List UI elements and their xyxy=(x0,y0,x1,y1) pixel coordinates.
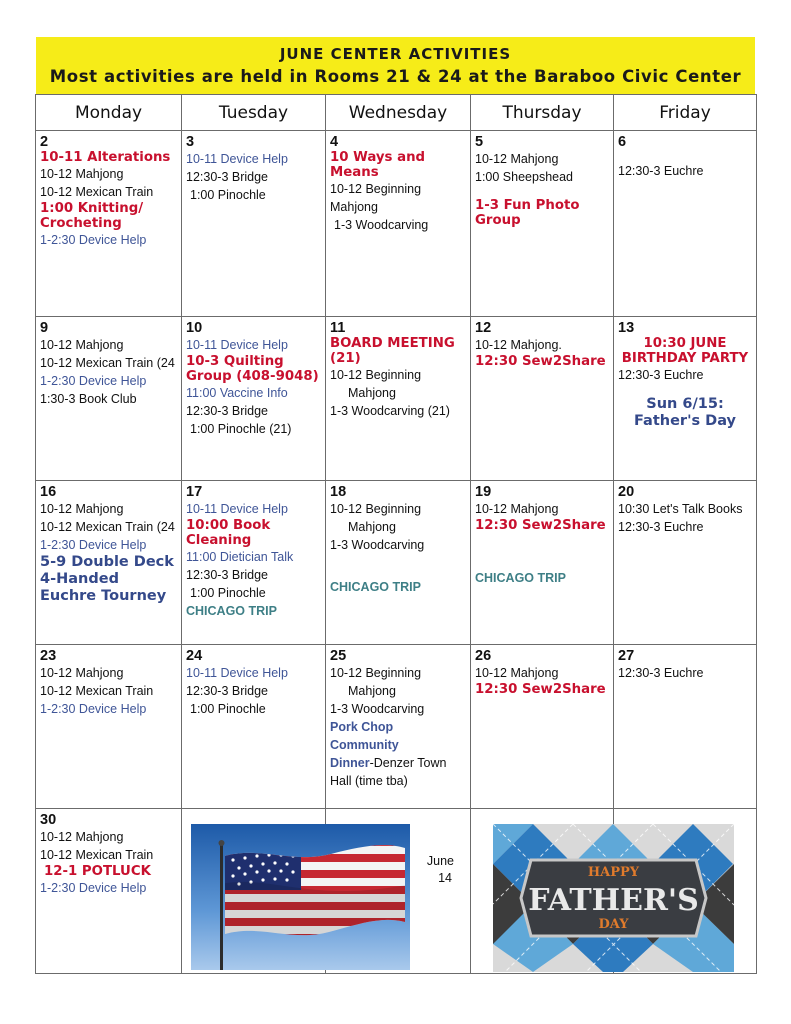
activity-item: 11:00 Dietician Talk xyxy=(186,550,294,564)
week-row xyxy=(36,645,757,809)
activity-item xyxy=(330,554,466,566)
day-number: 27 xyxy=(618,648,635,664)
activity-item: Mahjong xyxy=(348,684,396,698)
day-cell-content xyxy=(326,645,470,790)
activity-item: 11:00 Vaccine Info xyxy=(186,386,288,400)
day-number: 13 xyxy=(618,320,635,336)
activity-item: 1-2:30 Device Help xyxy=(40,233,147,247)
day-number: 20 xyxy=(618,484,635,500)
activity-item: 10-12 Beginning Mahjong xyxy=(330,182,422,214)
day-cell-content xyxy=(471,317,613,369)
day-cell-content xyxy=(326,131,470,234)
activity-item: Sun 6/15: Father's Day xyxy=(633,396,737,429)
activity-item: 1-2:30 Device Help xyxy=(40,881,147,895)
activity-item: 10-12 Mahjong xyxy=(475,666,559,680)
activity-item: 10-12 Mahjong xyxy=(40,338,124,352)
day-cell xyxy=(326,481,471,645)
day-number: 4 xyxy=(330,134,339,150)
activity-item: 10-12 Mexican Train xyxy=(40,185,154,199)
activity-item: 1-3 Woodcarving xyxy=(330,702,425,716)
day-cell xyxy=(182,645,326,809)
day-cell-content xyxy=(326,317,470,420)
day-cell-content xyxy=(36,645,181,718)
weekday-header: Thursday xyxy=(471,95,614,131)
day-number: 25 xyxy=(330,648,347,664)
activity-item xyxy=(475,557,609,569)
activity-item: 10-12 Mahjong xyxy=(475,502,559,516)
day-cell xyxy=(471,131,614,317)
day-number: 24 xyxy=(186,648,203,664)
week-row xyxy=(36,481,757,645)
day-cell xyxy=(36,645,182,809)
activity-item: 10-11 Device Help xyxy=(186,338,288,352)
day-cell-content xyxy=(614,645,756,682)
activity-item: 12:30-3 Euchre xyxy=(618,164,704,178)
activity-item: Dinner-Denzer Town xyxy=(330,756,447,770)
day-number: 5 xyxy=(475,134,484,150)
weekday-header: Monday xyxy=(36,95,182,131)
day-cell xyxy=(36,809,182,974)
activity-item: 1:00 Sheepshead xyxy=(475,170,574,184)
page-subtitle: Most activities are held in Rooms 21 & 24 at the Baraboo Civic Center xyxy=(49,67,742,86)
flag-day-date: 14 xyxy=(438,871,452,885)
activity-item: 1-2:30 Device Help xyxy=(40,702,147,716)
day-cell-content xyxy=(36,317,181,408)
activity-item: 10-12 Beginning xyxy=(330,502,422,516)
activity-item: 10-11 Device Help xyxy=(186,152,288,166)
activity-item: 1-3 Woodcarving xyxy=(330,538,425,552)
activity-item: 5-9 Double Deck 4-Handed Euchre Tourney xyxy=(40,554,174,604)
day-cell xyxy=(36,131,182,317)
day-cell xyxy=(182,481,326,645)
day-cell xyxy=(614,481,757,645)
day-cell-content xyxy=(471,481,613,587)
activity-item: 10-12 Mahjong xyxy=(40,830,124,844)
activity-item: 1:00 Pinochle xyxy=(190,702,266,716)
day-cell-content xyxy=(614,131,756,180)
activity-item: Pork Chop xyxy=(330,720,394,734)
day-cell-content xyxy=(471,131,613,228)
day-number: 11 xyxy=(330,320,346,336)
activity-item: 12:30-3 Bridge xyxy=(186,684,269,698)
day-cell xyxy=(471,317,614,481)
day-number: 19 xyxy=(475,484,492,500)
activity-item: Hall (time tba) xyxy=(330,774,408,788)
day-cell-content xyxy=(326,481,470,596)
activity-item: CHICAGO TRIP xyxy=(475,571,566,585)
activity-item: 1:00 Pinochle xyxy=(190,188,266,202)
activity-item: 1-3 Woodcarving xyxy=(334,218,429,232)
fathers-day-line1: HAPPY xyxy=(587,865,640,880)
activity-item: 12:30-3 Bridge xyxy=(186,404,269,418)
weekday-header: Friday xyxy=(614,95,757,131)
day-number: 6 xyxy=(618,134,627,150)
flag-day-note xyxy=(420,853,454,887)
activity-item: 12:30-3 Euchre xyxy=(618,520,704,534)
day-cell-content xyxy=(182,645,325,718)
day-number: 10 xyxy=(186,320,203,336)
activity-item: 10-12 Mexican Train xyxy=(40,848,154,862)
activity-item: 10-11 Alterations xyxy=(40,150,171,165)
day-cell xyxy=(614,317,757,481)
day-number: 23 xyxy=(40,648,57,664)
activity-item xyxy=(475,186,609,198)
activity-item: 10-12 Beginning xyxy=(330,666,422,680)
activity-item: 10-12 Mahjong. xyxy=(475,338,562,352)
activity-item: BOARD MEETING (21) xyxy=(330,336,455,366)
header-banner xyxy=(36,37,755,94)
day-cell xyxy=(36,317,182,481)
day-number: 30 xyxy=(40,812,57,828)
activity-item: 12:30-3 Bridge xyxy=(186,568,269,582)
activity-item: 10:30 Let's Talk Books xyxy=(618,502,743,516)
activity-item: 1:00 Knitting/ Crocheting xyxy=(40,201,144,231)
day-number: 12 xyxy=(475,320,492,336)
activity-item: 10-12 Beginning xyxy=(330,368,422,382)
weekday-header: Tuesday xyxy=(182,95,326,131)
day-cell xyxy=(471,481,614,645)
activity-item: 1:00 Pinochle (21) xyxy=(190,422,292,436)
day-cell-content xyxy=(36,481,181,605)
activity-item: Community xyxy=(330,738,399,752)
activity-item: CHICAGO TRIP xyxy=(186,604,277,618)
activity-item: 10-12 Mahjong xyxy=(475,152,559,166)
american-flag-image xyxy=(191,824,410,970)
day-number: 2 xyxy=(40,134,49,150)
day-number: 16 xyxy=(40,484,57,500)
day-cell-content xyxy=(182,481,325,620)
activity-item: 12-1 POTLUCK xyxy=(44,864,151,879)
day-number: 9 xyxy=(40,320,49,336)
activity-item: 10 Ways and Means xyxy=(330,150,426,180)
activity-item: CHICAGO TRIP xyxy=(330,580,421,594)
activity-item: 10-12 Mahjong xyxy=(40,502,124,516)
activity-item: Mahjong xyxy=(348,520,396,534)
fathers-day-line2: FATHER'S xyxy=(528,883,699,918)
activity-item xyxy=(618,150,752,162)
activity-item: 12:30-3 Euchre xyxy=(618,368,704,382)
day-cell-content xyxy=(614,317,756,430)
activity-item: 10-3 Quilting Group (408-9048) xyxy=(186,354,319,384)
day-number: 17 xyxy=(186,484,203,500)
day-cell xyxy=(326,645,471,809)
day-number: 3 xyxy=(186,134,195,150)
activity-item: 1:00 Pinochle xyxy=(190,586,266,600)
activity-item xyxy=(330,566,466,578)
activity-item: 10-11 Device Help xyxy=(186,666,288,680)
activity-item: 10:00 Book Cleaning xyxy=(186,518,271,548)
day-cell-content xyxy=(182,131,325,204)
activity-item: 1-3 Fun Photo Group xyxy=(475,198,580,228)
week-row xyxy=(36,131,757,317)
day-cell xyxy=(471,645,614,809)
activity-item: Mahjong xyxy=(348,386,396,400)
activity-item xyxy=(475,545,609,557)
flag-day-month: June xyxy=(426,854,454,868)
day-cell-content xyxy=(471,645,613,697)
day-number: 18 xyxy=(330,484,347,500)
activity-item: 10-12 Mexican Train (24 xyxy=(40,520,175,534)
activity-item: 1-2:30 Device Help xyxy=(40,374,147,388)
fathers-day-image xyxy=(493,824,734,972)
activity-item: 12:30 Sew2Share xyxy=(475,354,606,369)
activity-item: 10-12 Mexican Train (24 xyxy=(40,356,175,370)
day-number: 26 xyxy=(475,648,492,664)
day-cell-content xyxy=(614,481,756,536)
day-cell xyxy=(614,645,757,809)
day-cell xyxy=(182,317,326,481)
fathers-day-line3: DAY xyxy=(598,917,629,932)
weekday-header-row xyxy=(36,95,757,131)
day-cell-content xyxy=(182,317,325,438)
activity-item: 10-11 Device Help xyxy=(186,502,288,516)
day-cell xyxy=(326,317,471,481)
day-cell xyxy=(326,131,471,317)
day-cell xyxy=(36,481,182,645)
activity-item: 10-12 Mexican Train xyxy=(40,684,154,698)
day-cell-content xyxy=(36,809,181,897)
activity-item: 12:30-3 Euchre xyxy=(618,666,704,680)
activity-item xyxy=(618,384,752,396)
activity-item: 1-2:30 Device Help xyxy=(40,538,147,552)
activity-item: 10-12 Mahjong xyxy=(40,167,124,181)
day-cell-content xyxy=(36,131,181,249)
activity-item: 10-12 Mahjong xyxy=(40,666,124,680)
week-row xyxy=(36,317,757,481)
activity-item xyxy=(475,533,609,545)
page-title: JUNE CENTER ACTIVITIES xyxy=(279,45,512,63)
activity-item: 1:30-3 Book Club xyxy=(40,392,137,406)
activity-item: 12:30 Sew2Share xyxy=(475,682,606,697)
activity-item: 12:30-3 Bridge xyxy=(186,170,269,184)
activity-item: 10:30 JUNE BIRTHDAY PARTY xyxy=(621,336,749,366)
weekday-header: Wednesday xyxy=(326,95,471,131)
day-cell xyxy=(614,131,757,317)
activity-item: 12:30 Sew2Share xyxy=(475,518,606,533)
day-cell xyxy=(182,131,326,317)
activity-item: 1-3 Woodcarving (21) xyxy=(330,404,450,418)
